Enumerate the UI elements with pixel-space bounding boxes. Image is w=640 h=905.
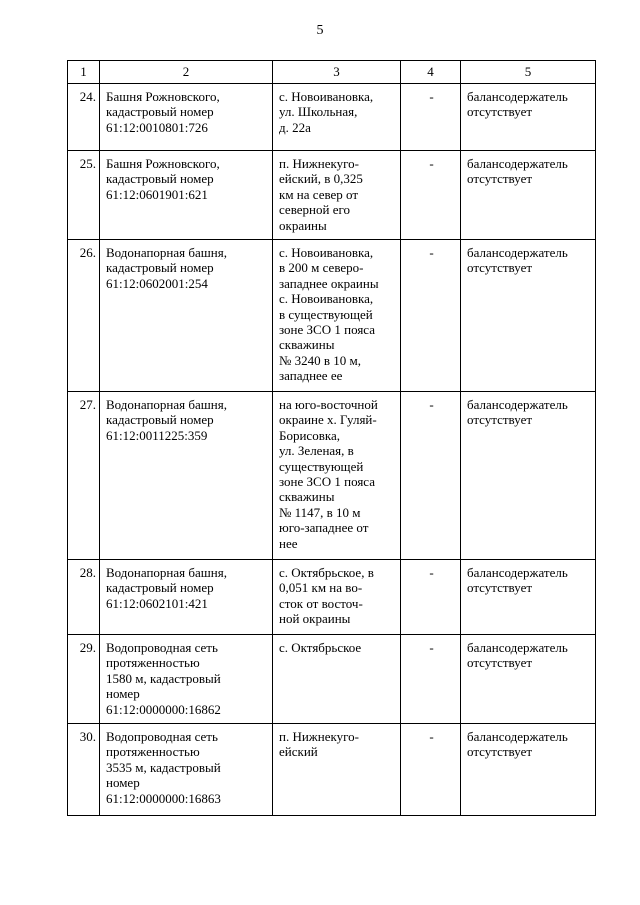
- table-row: [68, 151, 596, 240]
- row-number: 25.: [68, 151, 100, 240]
- table-row: [68, 392, 596, 560]
- column-4-value: -: [401, 635, 461, 724]
- page-number: 5: [316, 23, 324, 38]
- row-number: 28.: [68, 560, 100, 635]
- column-header: 4: [401, 61, 461, 84]
- column-4-value: -: [401, 84, 461, 151]
- object-name: Башня Рожновского, кадастровый номер 61:12:0601901:621: [100, 151, 273, 240]
- column-4-value: -: [401, 392, 461, 560]
- balance-holder: балансодержатель отсутствует: [461, 635, 596, 724]
- column-header: 3: [273, 61, 401, 84]
- table-row: [68, 84, 596, 151]
- balance-holder: балансодержатель отсутствует: [461, 560, 596, 635]
- object-location: п. Нижнекуго- ейский, в 0,325 км на север от северной его окраины: [273, 151, 401, 240]
- object-location: п. Нижнекуго- ейский: [273, 724, 401, 816]
- column-4-value: -: [401, 560, 461, 635]
- object-location: с. Новоивановка, ул. Школьная, д. 22а: [273, 84, 401, 151]
- object-name: Водонапорная башня, кадастровый номер 61:12:0011225:359: [100, 392, 273, 560]
- balance-holder: балансодержатель отсутствует: [461, 392, 596, 560]
- object-name: Башня Рожновского, кадастровый номер 61:12:0010801:726: [100, 84, 273, 151]
- column-4-value: -: [401, 240, 461, 392]
- object-name: Водонапорная башня, кадастровый номер 61:12:0602101:421: [100, 560, 273, 635]
- row-number: 27.: [68, 392, 100, 560]
- object-location: с. Октябрьское: [273, 635, 401, 724]
- balance-holder: балансодержатель отсутствует: [461, 240, 596, 392]
- table-row: [68, 560, 596, 635]
- balance-holder: балансодержатель отсутствует: [461, 151, 596, 240]
- object-location: с. Октябрьское, в 0,051 км на во- сток от восточ- ной окраины: [273, 560, 401, 635]
- object-name: Водонапорная башня, кадастровый номер 61:12:0602001:254: [100, 240, 273, 392]
- row-number: 29.: [68, 635, 100, 724]
- row-number: 30.: [68, 724, 100, 816]
- object-name: Водопроводная сеть протяженностью 3535 м, кадастровый номер 61:12:0000000:16863: [100, 724, 273, 816]
- object-name: Водопроводная сеть протяженностью 1580 м, кадастровый номер 61:12:0000000:16862: [100, 635, 273, 724]
- column-header: 5: [461, 61, 596, 84]
- column-4-value: -: [401, 724, 461, 816]
- balance-holder: балансодержатель отсутствует: [461, 724, 596, 816]
- property-table: [67, 60, 596, 816]
- column-header: 1: [68, 61, 100, 84]
- table-row: [68, 724, 596, 816]
- row-number: 24.: [68, 84, 100, 151]
- object-location: на юго-восточной окраине х. Гуляй- Борисовка, ул. Зеленая, в существующей зоне ЗСО 1 пояса скважины № 1147, в 10 м юго-западнее от нее: [273, 392, 401, 560]
- table-row: [68, 635, 596, 724]
- column-4-value: -: [401, 151, 461, 240]
- table-row: [68, 240, 596, 392]
- balance-holder: балансодержатель отсутствует: [461, 84, 596, 151]
- table-header-row: [68, 61, 596, 84]
- row-number: 26.: [68, 240, 100, 392]
- column-header: 2: [100, 61, 273, 84]
- object-location: с. Новоивановка, в 200 м северо- западнее окраины с. Новоивановка, в существующей зоне ЗСО 1 пояса скважины № 3240 в 10 м, западнее ее: [273, 240, 401, 392]
